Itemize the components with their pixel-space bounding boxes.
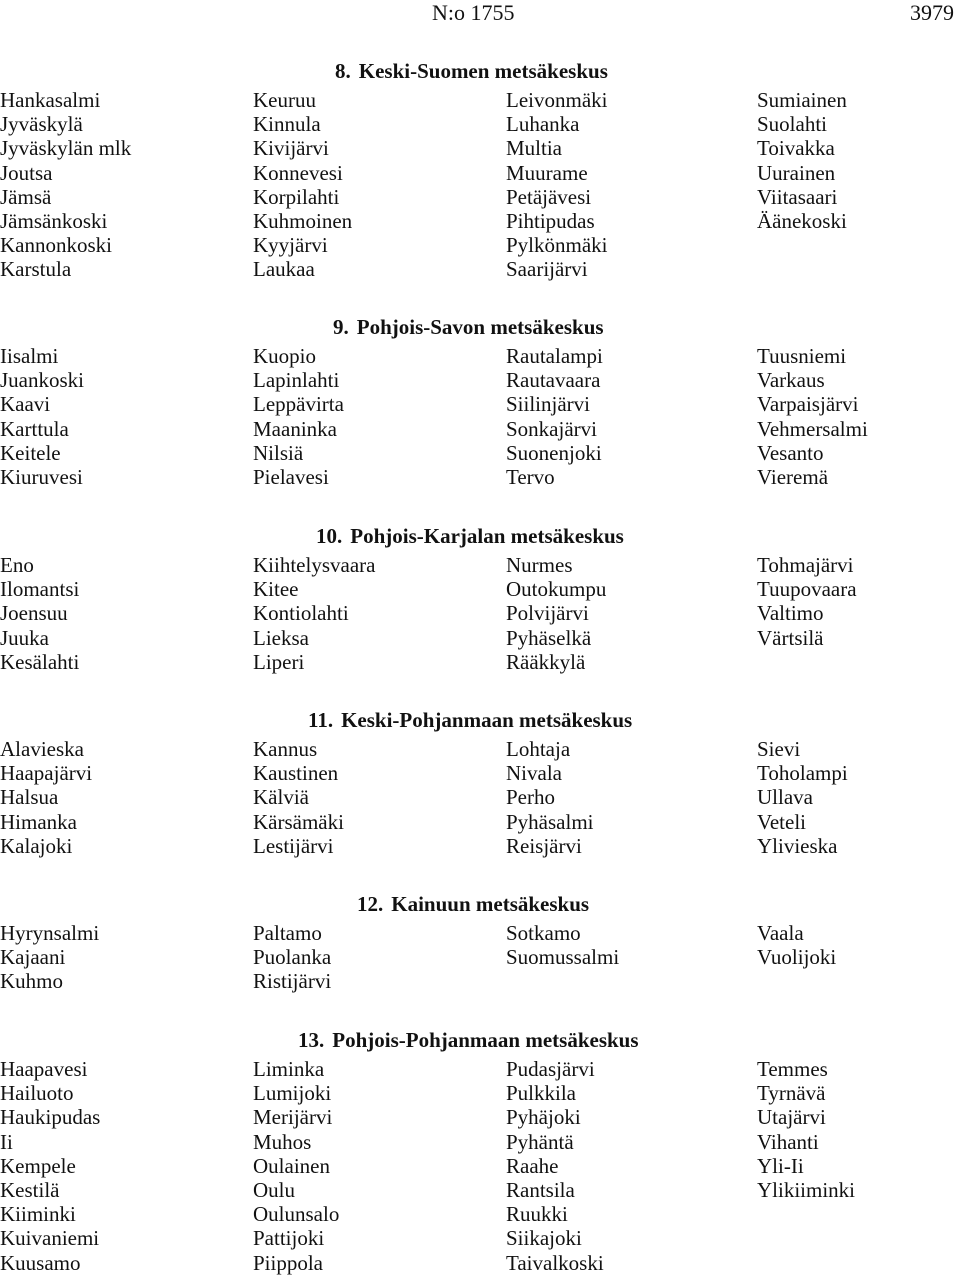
- municipality-name: Kuusamo: [0, 1250, 81, 1275]
- municipality-column: [757, 921, 836, 969]
- municipality-name: Keuruu: [253, 88, 316, 112]
- municipality-column: [253, 344, 344, 489]
- municipality-name: Eno: [0, 553, 34, 577]
- municipality-name: Kempele: [0, 1153, 76, 1178]
- municipality-name: Kivijärvi: [253, 136, 329, 161]
- municipality-name: Oulunsalo: [253, 1202, 340, 1227]
- municipality-name: Maaninka: [253, 416, 337, 441]
- municipality-name: Kinnula: [253, 112, 321, 137]
- municipality-name: Polvijärvi: [506, 601, 589, 626]
- municipality-name: Laukaa: [253, 257, 315, 282]
- municipality-name: Lieksa: [253, 625, 309, 650]
- section-title: [335, 59, 608, 83]
- municipality-name: Toivakka: [757, 136, 835, 161]
- municipality-name: Jämsä: [0, 184, 52, 209]
- municipality-name: Iisalmi: [0, 344, 59, 368]
- municipality-name: Nurmes: [506, 553, 573, 577]
- municipality-name: Ilomantsi: [0, 577, 80, 602]
- municipality-name: Tyrnävä: [757, 1081, 826, 1106]
- municipality-column: [0, 553, 79, 674]
- municipality-name: Tuupovaara: [757, 577, 857, 602]
- municipality-name: Pihtipudas: [506, 209, 595, 234]
- municipality-column: [757, 88, 847, 233]
- section-title-text: Keski-Pohjanmaan metsäkeskus: [341, 708, 633, 732]
- municipality-name: Reisjärvi: [506, 833, 582, 858]
- municipality-name: Kaavi: [0, 392, 51, 417]
- municipality-name: Kiuruvesi: [0, 465, 83, 490]
- municipality-name: Oulu: [253, 1178, 295, 1203]
- municipality-name: Äänekoski: [757, 209, 847, 234]
- municipality-name: Suomussalmi: [506, 945, 620, 970]
- municipality-column: [506, 737, 594, 858]
- municipality-name: Petäjävesi: [506, 184, 592, 209]
- section-number: 11.: [308, 708, 334, 732]
- municipality-column: [506, 1057, 604, 1275]
- municipality-name: Juuka: [0, 625, 49, 650]
- municipality-name: Oulainen: [253, 1153, 330, 1178]
- section-number: 8.: [335, 59, 351, 83]
- municipality-name: Jyväskylä: [0, 112, 83, 137]
- section-number: 9.: [333, 315, 349, 339]
- municipality-name: Karttula: [0, 416, 69, 441]
- municipality-name: Kälviä: [253, 785, 309, 810]
- section-title-text: Pohjois-Savon metsäkeskus: [356, 315, 604, 339]
- municipality-name: Hyrynsalmi: [0, 921, 100, 945]
- municipality-column: [253, 553, 375, 674]
- municipality-name: Varpaisjärvi: [757, 392, 859, 417]
- municipality-name: Kuopio: [253, 344, 316, 368]
- municipality-name: Alavieska: [0, 737, 84, 761]
- section-title: [333, 315, 604, 339]
- municipality-name: Piippola: [253, 1250, 324, 1275]
- municipality-name: Kaustinen: [253, 761, 339, 786]
- municipality-name: Taivalkoski: [506, 1250, 604, 1275]
- municipality-name: Lapinlahti: [253, 368, 340, 393]
- municipality-name: Paltamo: [253, 921, 322, 945]
- municipality-name: Outokumpu: [506, 577, 607, 602]
- municipality-name: Rantsila: [506, 1178, 575, 1203]
- municipality-name: Kesälahti: [0, 649, 80, 674]
- municipality-name: Kannonkoski: [0, 233, 112, 258]
- municipality-name: Tuusniemi: [757, 344, 847, 368]
- municipality-column: [757, 344, 868, 489]
- municipality-name: Pielavesi: [253, 465, 329, 490]
- municipality-name: Ristijärvi: [253, 969, 332, 994]
- municipality-name: Pylkönmäki: [506, 233, 608, 258]
- municipality-column: [506, 921, 619, 969]
- municipality-name: Suolahti: [757, 112, 828, 137]
- municipality-name: Saarijärvi: [506, 257, 588, 282]
- section-title-text: Kainuun metsäkeskus: [391, 892, 590, 916]
- municipality-name: Vaala: [757, 921, 804, 945]
- municipality-name: Tervo: [506, 465, 555, 490]
- municipality-name: Kannus: [253, 737, 318, 761]
- municipality-name: Haapavesi: [0, 1057, 88, 1081]
- municipality-name: Hankasalmi: [0, 88, 101, 112]
- municipality-name: Vuolijoki: [757, 945, 837, 970]
- municipality-name: Kyyjärvi: [253, 233, 328, 258]
- municipality-name: Multia: [506, 136, 562, 161]
- municipality-name: Pulkkila: [506, 1081, 577, 1106]
- section-number: 13.: [298, 1028, 325, 1052]
- municipality-name: Hailuoto: [0, 1081, 74, 1106]
- municipality-name: Jämsänkoski: [0, 209, 108, 234]
- municipality-name: Puolanka: [253, 945, 332, 970]
- municipality-column: [506, 88, 608, 282]
- municipality-column: [253, 1057, 339, 1275]
- municipality-name: Kestilä: [0, 1178, 60, 1203]
- municipality-name: Keitele: [0, 440, 61, 465]
- municipality-name: Kuhmo: [0, 969, 63, 994]
- section-title-text: Pohjois-Pohjanmaan metsäkeskus: [332, 1028, 639, 1052]
- section-title: [316, 524, 624, 548]
- municipality-column: [506, 553, 606, 674]
- municipality-name: Temmes: [757, 1057, 828, 1081]
- municipality-name: Ylikiiminki: [757, 1178, 856, 1203]
- municipality-name: Rääkkylä: [506, 649, 586, 674]
- municipality-column: [253, 88, 352, 282]
- municipality-name: Pudasjärvi: [506, 1057, 595, 1081]
- municipality-name: Rautalampi: [506, 344, 603, 368]
- municipality-name: Vihanti: [757, 1129, 819, 1154]
- municipality-name: Haapajärvi: [0, 761, 93, 786]
- municipality-name: Merijärvi: [253, 1105, 333, 1130]
- municipality-name: Siikajoki: [506, 1226, 582, 1251]
- municipality-name: Vieremä: [757, 465, 829, 490]
- municipality-name: Kiihtelysvaara: [253, 553, 376, 577]
- municipality-name: Vehmersalmi: [757, 416, 868, 441]
- section-title: [357, 892, 589, 916]
- municipality-name: Sonkajärvi: [506, 416, 597, 441]
- municipality-name: Toholampi: [757, 761, 848, 786]
- municipality-name: Kalajoki: [0, 833, 73, 858]
- municipality-name: Valtimo: [757, 601, 824, 626]
- municipality-name: Muhos: [253, 1129, 312, 1154]
- municipality-column: [0, 88, 131, 282]
- municipality-column: [757, 737, 848, 858]
- municipality-name: Kitee: [253, 577, 299, 602]
- municipality-name: Pyhäjoki: [506, 1105, 581, 1130]
- municipality-name: Himanka: [0, 809, 77, 834]
- municipality-name: Veteli: [757, 809, 806, 834]
- municipality-name: Konnevesi: [253, 160, 343, 185]
- municipality-name: Perho: [506, 785, 555, 810]
- municipality-name: Suonenjoki: [506, 440, 602, 465]
- municipality-column: [506, 344, 603, 489]
- municipality-name: Haukipudas: [0, 1105, 101, 1130]
- municipality-name: Kiiminki: [0, 1202, 76, 1227]
- municipality-name: Pyhäntä: [506, 1129, 574, 1154]
- municipality-name: Viitasaari: [757, 184, 838, 209]
- municipality-name: Vesanto: [757, 440, 824, 465]
- municipality-column: [0, 921, 99, 994]
- municipality-name: Yli-Ii: [757, 1153, 804, 1178]
- municipality-name: Halsua: [0, 785, 59, 810]
- document-number: N:o 1755: [432, 0, 515, 25]
- municipality-name: Liminka: [253, 1057, 325, 1081]
- municipality-column: [757, 1057, 855, 1202]
- municipality-name: Uurainen: [757, 160, 836, 185]
- municipality-name: Raahe: [506, 1153, 559, 1178]
- municipality-name: Rautavaara: [506, 368, 601, 393]
- municipality-name: Kuivaniemi: [0, 1226, 100, 1251]
- municipality-name: Joensuu: [0, 601, 68, 626]
- municipality-name: Jyväskylän mlk: [0, 136, 132, 161]
- municipality-name: Korpilahti: [253, 184, 340, 209]
- municipality-name: Liperi: [253, 649, 305, 674]
- municipality-column: [253, 921, 331, 994]
- municipality-name: Lestijärvi: [253, 833, 334, 858]
- municipality-name: Ruukki: [506, 1202, 568, 1227]
- municipality-column: [0, 737, 92, 858]
- municipality-name: Nivala: [506, 761, 562, 786]
- municipality-name: Karstula: [0, 257, 72, 282]
- municipality-name: Pattijoki: [253, 1226, 325, 1251]
- municipality-column: [0, 344, 84, 489]
- municipality-name: Pyhäsalmi: [506, 809, 594, 834]
- municipality-name: Utajärvi: [757, 1105, 826, 1130]
- municipality-name: Ii: [0, 1129, 13, 1154]
- municipality-name: Sievi: [757, 737, 801, 761]
- municipality-name: Kärsämäki: [253, 809, 344, 834]
- section-number: 10.: [316, 524, 343, 548]
- municipality-name: Varkaus: [757, 368, 825, 393]
- section-title: [298, 1028, 639, 1052]
- municipality-name: Ullava: [757, 785, 813, 810]
- municipality-name: Leppävirta: [253, 392, 344, 417]
- municipality-name: Värtsilä: [757, 625, 824, 650]
- municipality-name: Sotkamo: [506, 921, 581, 945]
- municipality-column: [0, 1057, 100, 1275]
- municipality-name: Luhanka: [506, 112, 580, 137]
- municipality-name: Muurame: [506, 160, 588, 185]
- municipality-name: Pyhäselkä: [506, 625, 592, 650]
- page-number: 3979: [910, 0, 954, 25]
- municipality-column: [253, 737, 344, 858]
- municipality-name: Siilinjärvi: [506, 392, 590, 417]
- municipality-name: Tohmajärvi: [757, 553, 854, 577]
- municipality-name: Joutsa: [0, 160, 53, 185]
- municipality-column: [757, 553, 857, 650]
- municipality-name: Kuhmoinen: [253, 209, 353, 234]
- municipality-name: Juankoski: [0, 368, 84, 393]
- municipality-name: Nilsiä: [253, 440, 304, 465]
- section-title-text: Keski-Suomen metsäkeskus: [358, 59, 608, 83]
- municipality-name: Sumiainen: [757, 88, 847, 112]
- municipality-name: Kontiolahti: [253, 601, 349, 626]
- municipality-name: Leivonmäki: [506, 88, 608, 112]
- municipality-name: Lumijoki: [253, 1081, 332, 1106]
- section-title-text: Pohjois-Karjalan metsäkeskus: [350, 524, 624, 548]
- municipality-name: Ylivieska: [757, 833, 838, 858]
- section-title: [308, 708, 632, 732]
- section-number: 12.: [357, 892, 384, 916]
- municipality-name: Kajaani: [0, 945, 66, 970]
- municipality-name: Lohtaja: [506, 737, 571, 761]
